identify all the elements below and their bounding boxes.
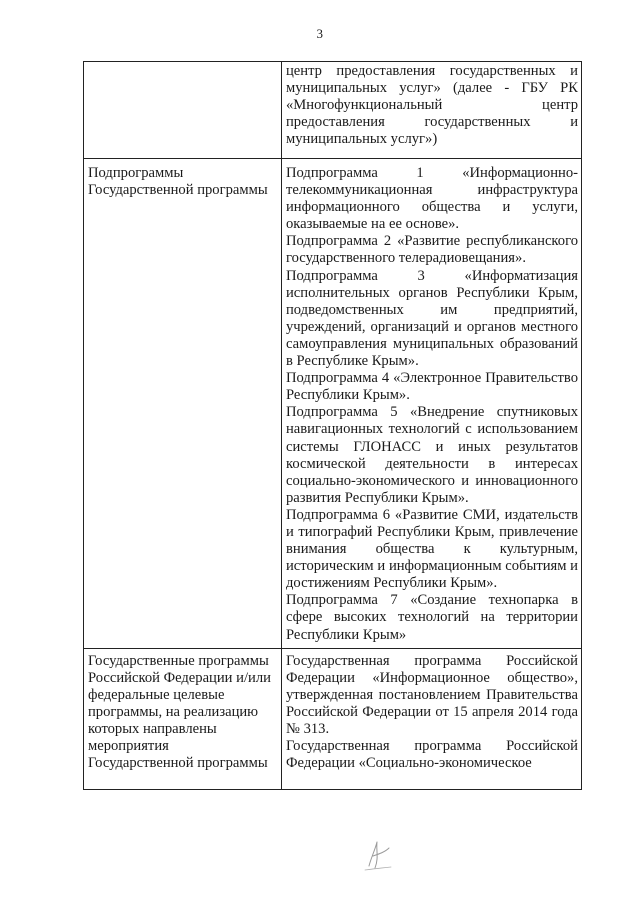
row-value-federal: [282, 648, 582, 789]
subprogram-6: Подпрограмма 6 «Развитие СМИ, издательств и типографий Республики Крым, привлечение внимания общества к культурным, историческим и информационным событиям и достижениям Республики Крым».: [286, 506, 578, 592]
row-value-subprograms: [282, 159, 582, 649]
row-label-federal: Государственные программы Российской Федерации и/или федеральные целевые программы, на реализацию которых направлены мероприятия Государственной программы: [84, 648, 282, 789]
paragraph: центр предоставления государственных и муниципальных услуг» (далее - ГБУ РК «Многофункциональный центр предоставления государственных и муниципальных услуг»): [286, 63, 578, 148]
table-row-intro: [84, 62, 582, 159]
subprogram-5: Подпрограмма 5 «Внедрение спутниковых навигационных технологий с использованием системы ГЛОНАСС и иных результатов космической деятельности в интересах социально-экономического и инновационного развития Республики Крым».: [286, 404, 578, 506]
federal-program-1: Государственная программа Российской Федерации «Информационное общество», утвержденная постановлением Правительства Российской Федерации от 15 апреля 2014 года № 313.: [286, 652, 578, 737]
row-label-intro: [84, 62, 282, 159]
row-value-intro: [282, 62, 582, 159]
subprogram-2: Подпрограмма 2 «Развитие республиканского государственного телерадиовещания».: [286, 233, 578, 267]
page-number: 3: [316, 26, 324, 41]
subprogram-4: Подпрограмма 4 «Электронное Правительство Республики Крым».: [286, 370, 578, 404]
subprogram-3: Подпрограмма 3 «Информатизация исполнительных органов Республики Крым, подведомственных им предприятий, учреждений, организаций и органов местного самоуправления муниципальных образований в Республике Крым».: [286, 267, 578, 370]
subprogram-1: Подпрограмма 1 «Информационно-телекоммуникационная инфраструктура информационного общества и услуги, оказываемые на ее основе».: [286, 165, 578, 233]
row-label-subprograms: Подпрограммы Государственной программы: [84, 159, 282, 649]
table-row-subprograms: [84, 159, 582, 649]
subprogram-7: Подпрограмма 7 «Создание технопарка в сфере высоких технологий на территории Республики Крым»: [286, 592, 578, 643]
passport-table: [83, 61, 582, 790]
table-row-federal: [84, 648, 582, 789]
federal-program-2: Государственная программа Российской Федерации «Социально-экономическое: [286, 738, 578, 772]
handwritten-signature-icon: [361, 836, 395, 872]
